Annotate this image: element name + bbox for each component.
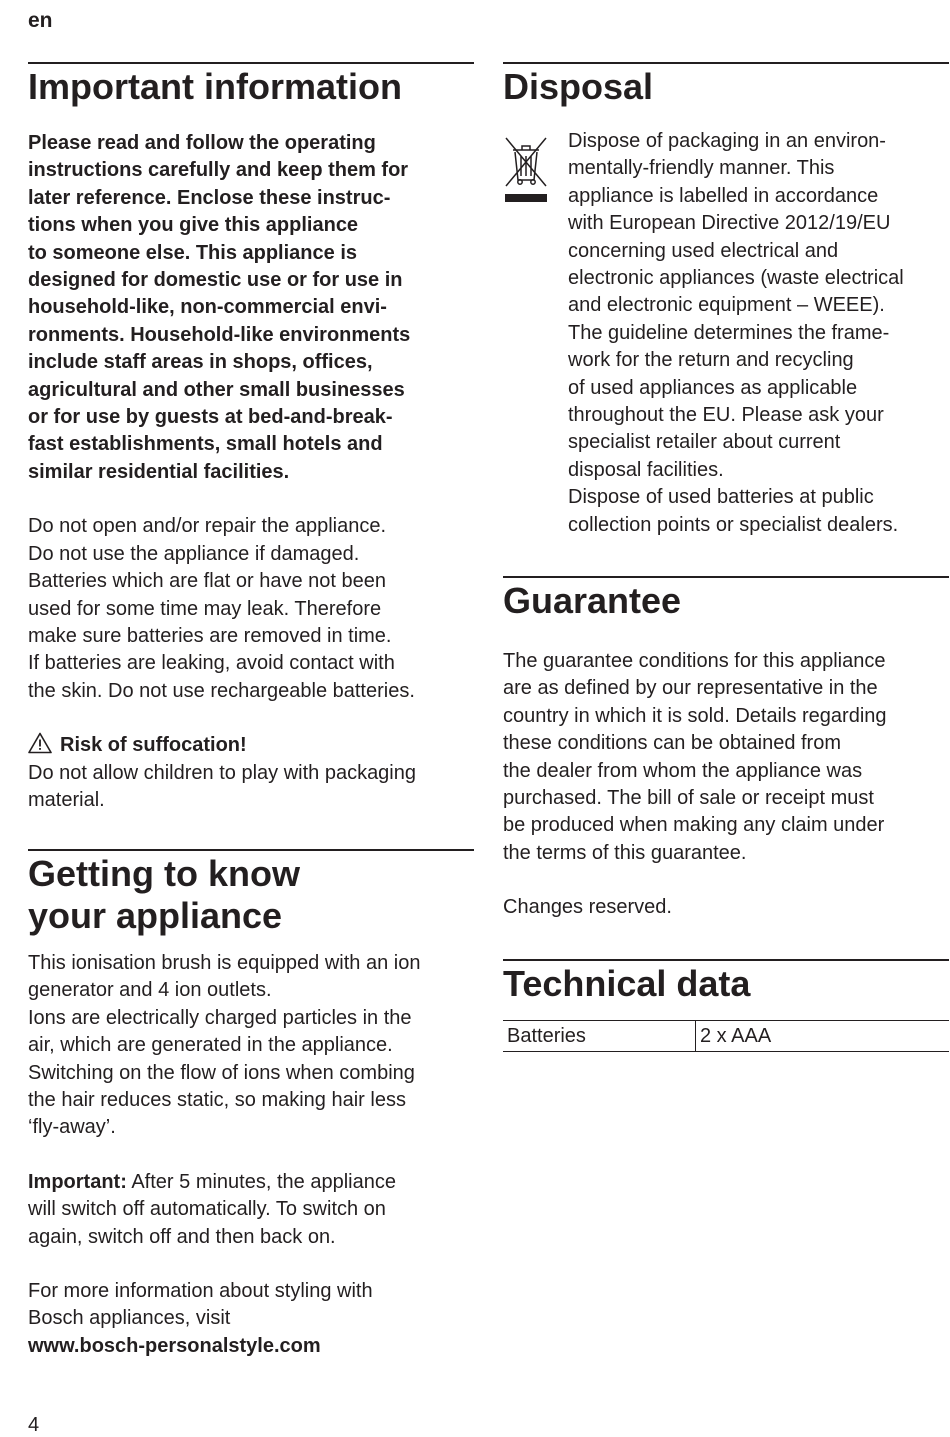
text-line: be produced when making any claim under xyxy=(503,814,885,837)
important-information-section xyxy=(28,62,474,814)
page-number: 4 xyxy=(28,1414,40,1436)
important-bold-paragraph xyxy=(28,130,474,486)
text-line: the terms of this guarantee. xyxy=(503,841,747,864)
text-line: with European Directive 2012/19/EU xyxy=(568,212,891,235)
text-line: are as defined by our representative in the xyxy=(503,677,878,700)
text-line: air, which are generated in the appliance. xyxy=(28,1034,393,1057)
text-line: Do not use the appliance if damaged. xyxy=(28,542,360,565)
text-line: concerning used electrical and xyxy=(568,239,839,262)
text-fragment: After 5 minutes, the appliance xyxy=(126,1170,396,1193)
text-line: Do not allow children to play with packaging xyxy=(28,761,416,784)
text-line: This ionisation brush is equipped with an ion xyxy=(28,952,421,974)
text-line: instructions carefully and keep them for xyxy=(28,159,409,182)
text-line: make sure batteries are removed in time. xyxy=(28,624,392,647)
table-cell-label: Batteries xyxy=(503,1021,696,1052)
text-line: country in which it is sold. Details regarding xyxy=(503,704,887,727)
text-line: The guarantee conditions for this appliance xyxy=(503,650,886,672)
text-line: Ions are electrically charged particles in the xyxy=(28,1006,412,1029)
text-line: the hair reduces static, so making hair less xyxy=(28,1089,406,1112)
suffocation-warning xyxy=(28,732,474,814)
text-line: again, switch off and then back on. xyxy=(28,1225,336,1248)
text-line: similar residential facilities. xyxy=(28,460,290,483)
text-line: fast establishments, small hotels and xyxy=(28,433,383,456)
disposal-heading: Disposal xyxy=(503,66,654,107)
getting-to-know-section xyxy=(28,849,474,1360)
text-line: specialist retailer about current xyxy=(568,431,841,454)
text-line: Dispose of used batteries at public xyxy=(568,486,874,509)
weee-crossed-bin-icon xyxy=(503,134,549,204)
guarantee-paragraph xyxy=(503,648,949,867)
text-line: disposal facilities. xyxy=(568,458,724,481)
text-line: ‘fly-away’. xyxy=(28,1116,116,1139)
technical-data-table xyxy=(503,1020,949,1052)
important-information-heading: Important information xyxy=(28,66,402,107)
text-line: If batteries are leaking, avoid contact with xyxy=(28,652,395,675)
text-line: used for some time may leak. Therefore xyxy=(28,597,382,620)
ionisation-paragraph xyxy=(28,950,474,1142)
heading-line: your appliance xyxy=(28,895,283,936)
text-line: include staff areas in shops, offices, xyxy=(28,351,373,374)
technical-data-section xyxy=(503,959,949,1005)
warning-triangle-icon xyxy=(28,732,52,754)
text-line: or for use by guests at bed-and-break- xyxy=(28,406,393,429)
text-line: Please read and follow the operating xyxy=(28,132,376,154)
text-line: Switching on the flow of ions when combing xyxy=(28,1061,415,1084)
warning-heading xyxy=(28,732,474,759)
text-line: appliance is labelled in accordance xyxy=(568,184,879,207)
getting-to-know-heading xyxy=(28,853,474,937)
text-line: collection points or specialist dealers. xyxy=(568,513,899,536)
text-line xyxy=(28,1169,474,1196)
text-line: throughout the EU. Please ask your xyxy=(568,404,884,427)
guarantee-heading: Guarantee xyxy=(503,580,682,621)
text-line: Dispose of packaging in an environ- xyxy=(568,130,886,152)
safety-paragraph xyxy=(28,513,474,705)
text-line: Bosch appliances, visit xyxy=(28,1307,231,1330)
text-line: mentally-friendly manner. This xyxy=(568,157,835,180)
text-line: Do not open and/or repair the appliance. xyxy=(28,515,387,538)
text-line: the dealer from whom the appliance was xyxy=(503,759,863,782)
text-line: Batteries which are flat or have not been xyxy=(28,570,386,593)
auto-off-paragraph xyxy=(28,1169,474,1251)
text-line: electronic appliances (waste electrical xyxy=(568,267,904,290)
disposal-section xyxy=(503,62,949,536)
text-line: agricultural and other small businesses xyxy=(28,378,405,401)
disposal-paragraph xyxy=(568,128,950,539)
text-line: ronments. Household-like environments xyxy=(28,323,411,346)
text-line: designed for domestic use or for use in xyxy=(28,269,403,292)
text-line: the skin. Do not use rechargeable batteries. xyxy=(28,679,415,702)
text-line: will switch off automatically. To switch on xyxy=(28,1198,386,1221)
text-line: The guideline determines the frame- xyxy=(568,321,890,344)
text-line: material. xyxy=(28,788,105,811)
text-line: For more information about styling with xyxy=(28,1280,373,1303)
text-line: these conditions can be obtained from xyxy=(503,732,841,755)
text-line: of used appliances as applicable xyxy=(568,376,858,399)
more-info-paragraph xyxy=(28,1278,474,1360)
text-line: to someone else. This appliance is xyxy=(28,241,357,264)
important-label: Important: xyxy=(28,1170,127,1193)
table-row xyxy=(503,1021,949,1052)
guarantee-section xyxy=(503,576,949,922)
warning-title: Risk of suffocation! xyxy=(60,734,247,757)
heading-line: Getting to know xyxy=(28,853,300,894)
website-link[interactable]: www.bosch-personalstyle.com xyxy=(28,1334,321,1357)
language-code: en xyxy=(28,9,53,32)
text-line: purchased. The bill of sale or receipt must xyxy=(503,787,874,810)
text-line: tions when you give this appliance xyxy=(28,214,359,237)
changes-reserved: Changes reserved. xyxy=(503,896,672,919)
text-line: and electronic equipment – WEEE). xyxy=(568,294,885,317)
text-line: household-like, non-commercial envi- xyxy=(28,296,387,319)
table-cell-value: 2 x AAA xyxy=(696,1021,950,1052)
text-line: work for the return and recycling xyxy=(568,349,854,372)
text-line: generator and 4 ion outlets. xyxy=(28,979,272,1002)
text-line: later reference. Enclose these instruc- xyxy=(28,186,391,209)
technical-data-heading: Technical data xyxy=(503,963,751,1004)
